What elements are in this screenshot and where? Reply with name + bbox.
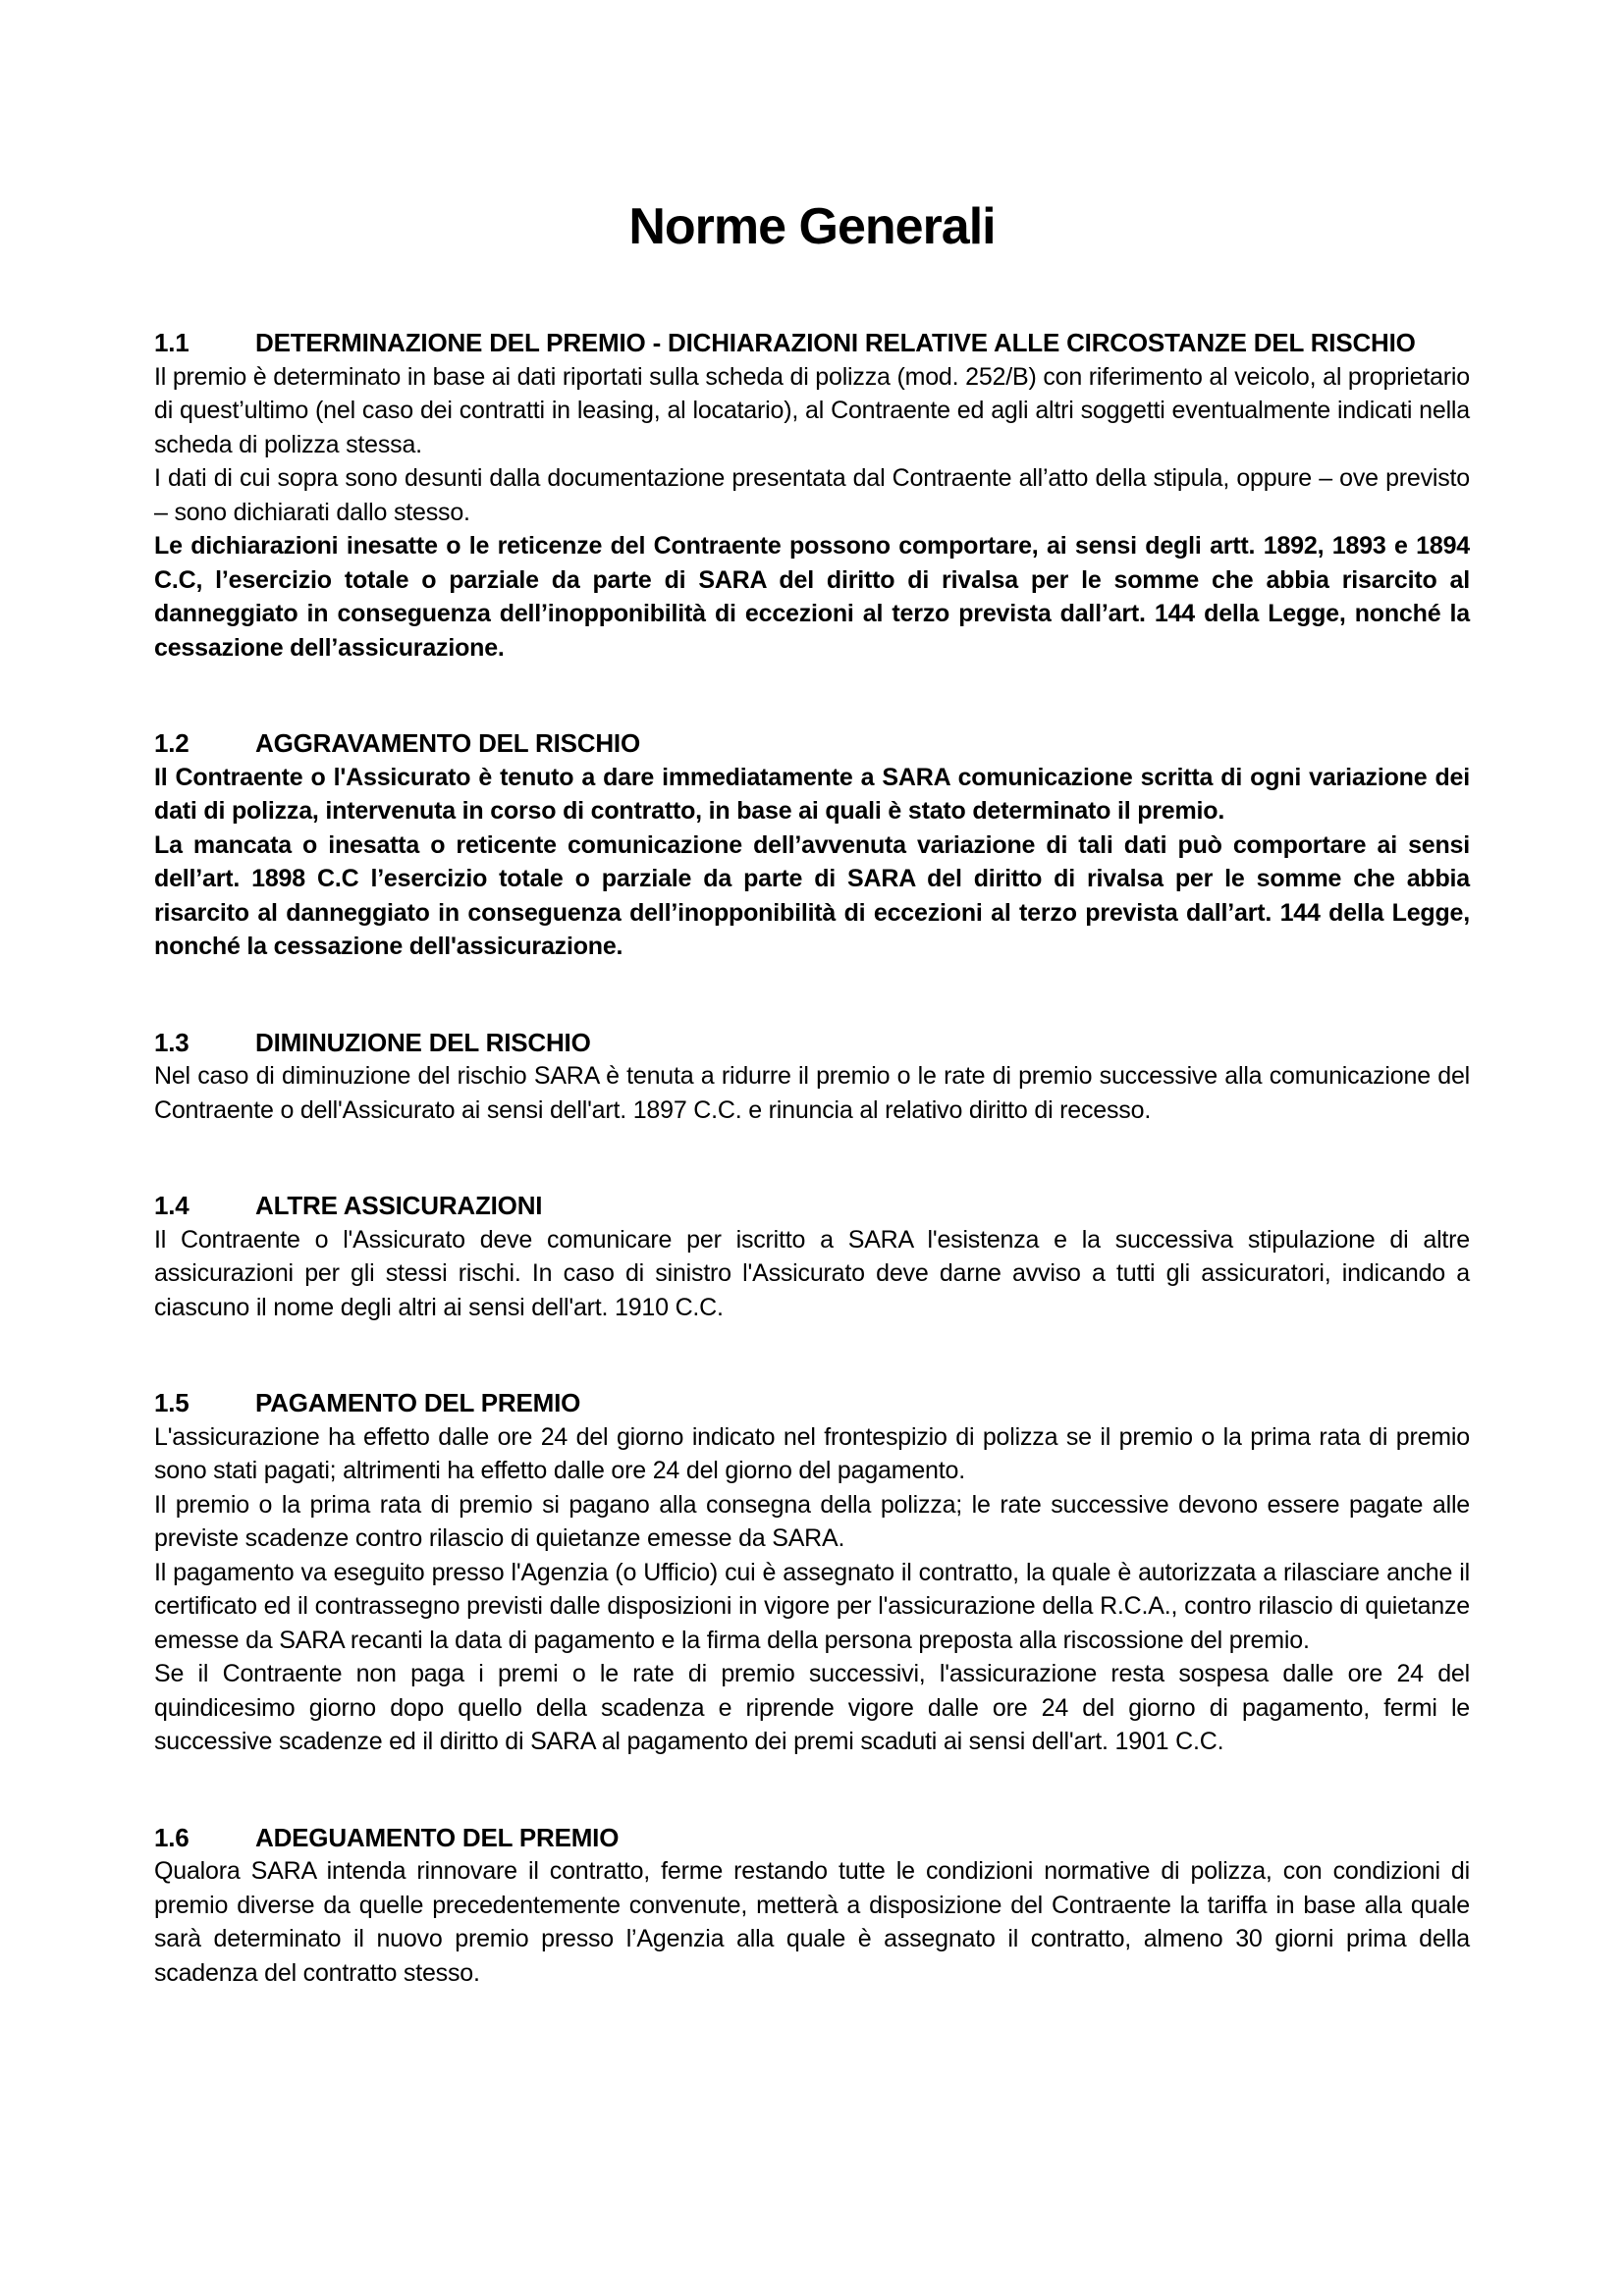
paragraph: Le dichiarazioni inesatte o le reticenze del Contraente possono comportare, ai sensi degli artt. 1892, 1893 e 1894 C.C, l’esercizio totale o parziale da parte di SARA del diritto di rivalsa per le somme che abbia risarcito al danneggiato in conseguenza dell’inopponibilità di eccezioni al terzo prevista dall’art. 144 della Legge, nonché la cessazione dell’assicurazione. <box>154 532 1470 662</box>
section-1-6 <box>154 1821 1470 1991</box>
section-heading-row <box>154 1189 1470 1223</box>
paragraph: Il Contraente o l'Assicurato è tenuto a dare immediatamente a SARA comunicazione scritta di ogni variazione dei dati di polizza, intervenuta in corso di contratto, in base ai quali è stato determinato il premio. <box>154 763 1470 825</box>
paragraph: L'assicurazione ha effetto dalle ore 24 del giorno indicato nel frontespizio di polizza se il premio o la prima rata di premio sono stati pagati; altrimenti ha effetto dalle ore 24 del giorno del pagamento. <box>154 1422 1470 1484</box>
section-1-1 <box>154 326 1470 665</box>
page-title: Norme Generali <box>628 198 996 255</box>
section-1-4 <box>154 1189 1470 1324</box>
section-heading-row <box>154 1026 1470 1060</box>
section-heading: DIMINUZIONE DEL RISCHIO <box>255 1027 591 1057</box>
section-heading-row <box>154 1821 1470 1855</box>
section-number: 1.1 <box>154 328 189 357</box>
paragraph: Se il Contraente non paga i premi o le rate di premio successivi, l'assicurazione resta sospesa dalle ore 24 del quindicesimo giorno dopo quello della scadenza e riprende vigore dalle ore 24 del giorno di pagamento, fermi le successive scadenze ed il diritto di SARA al pagamento dei premi scaduti ai sensi dell'art. 1901 C.C. <box>154 1660 1470 1755</box>
section-1-5 <box>154 1386 1470 1759</box>
section-heading: ALTRE ASSICURAZIONI <box>255 1191 543 1220</box>
paragraph: I dati di cui sopra sono desunti dalla documentazione presentata dal Contraente all’atto della stipula, oppure – ove previsto – sono dichiarati dallo stesso. <box>154 464 1470 526</box>
section-heading-row <box>154 1386 1470 1420</box>
section-heading-row <box>154 326 1470 360</box>
paragraph: Il pagamento va eseguito presso l'Agenzia (o Ufficio) cui è assegnato il contratto, la quale è autorizzata a rilasciare anche il certificato ed il contrassegno previsti dalle disposizioni in vigore per l'assicurazione della R.C.A., contro rilascio di quietanze emesse da SARA recanti la data di pagamento e la firma della persona preposta alla riscossione del premio. <box>154 1558 1470 1654</box>
paragraph: Qualora SARA intenda rinnovare il contratto, ferme restando tutte le condizioni normative di polizza, con condizioni di premio diverse da quelle precedentemente convenute, metterà a disposizione del Contraente la tariffa in base alla quale sarà determinato il nuovo premio presso l’Agenzia alla quale è assegnato il contratto, almeno 30 giorni prima della scadenza del contratto stesso. <box>154 1857 1470 1987</box>
section-number: 1.5 <box>154 1388 189 1417</box>
section-heading: DETERMINAZIONE DEL PREMIO - DICHIARAZIONI RELATIVE ALLE CIRCOSTANZE DEL RISCHIO <box>255 328 1416 357</box>
section-1-2 <box>154 726 1470 964</box>
section-number: 1.2 <box>154 728 189 758</box>
section-heading: ADEGUAMENTO DEL PREMIO <box>255 1822 620 1852</box>
paragraph: Il Contraente o l'Assicurato deve comunicare per iscritto a SARA l'esistenza e la successiva stipulazione di altre assicurazioni per gli stessi rischi. In caso di sinistro l'Assicurato deve darne avviso a tutti gli assicuratori, indicando a ciascuno il nome degli altri ai sensi dell'art. 1910 C.C. <box>154 1225 1470 1321</box>
paragraph: La mancata o inesatta o reticente comunicazione dell’avvenuta variazione di tali dati può comportare ai sensi dell’art. 1898 C.C l’esercizio totale o parziale da parte di SARA del diritto di rivalsa per le somme che abbia risarcito al danneggiato in conseguenza dell’inopponibilità di eccezioni al terzo prevista dall’art. 144 della Legge, nonché la cessazione dell'assicurazione. <box>154 830 1470 960</box>
paragraph: Il premio è determinato in base ai dati riportati sulla scheda di polizza (mod. 252/B) con riferimento al veicolo, al proprietario di quest’ultimo (nel caso dei contratti in leasing, al locatario), al Contraente ed agli altri soggetti eventualmente indicati nella scheda di polizza stessa. <box>154 362 1470 458</box>
section-heading: PAGAMENTO DEL PREMIO <box>255 1388 581 1417</box>
section-1-3 <box>154 1026 1470 1128</box>
section-number: 1.6 <box>154 1822 189 1852</box>
paragraph: Il premio o la prima rata di premio si pagano alla consegna della polizza; le rate successive devono essere pagate alle previste scadenze contro rilascio di quietanze emesse da SARA. <box>154 1490 1470 1552</box>
paragraph: Nel caso di diminuzione del rischio SARA è tenuta a ridurre il premio o le rate di premio successive alla comunicazione del Contraente o dell'Assicurato ai sensi dell'art. 1897 C.C. e rinuncia al relativo diritto di recesso. <box>154 1062 1470 1124</box>
section-number: 1.4 <box>154 1191 189 1220</box>
section-number: 1.3 <box>154 1027 189 1057</box>
section-heading-row <box>154 726 1470 761</box>
section-heading: AGGRAVAMENTO DEL RISCHIO <box>255 728 640 758</box>
